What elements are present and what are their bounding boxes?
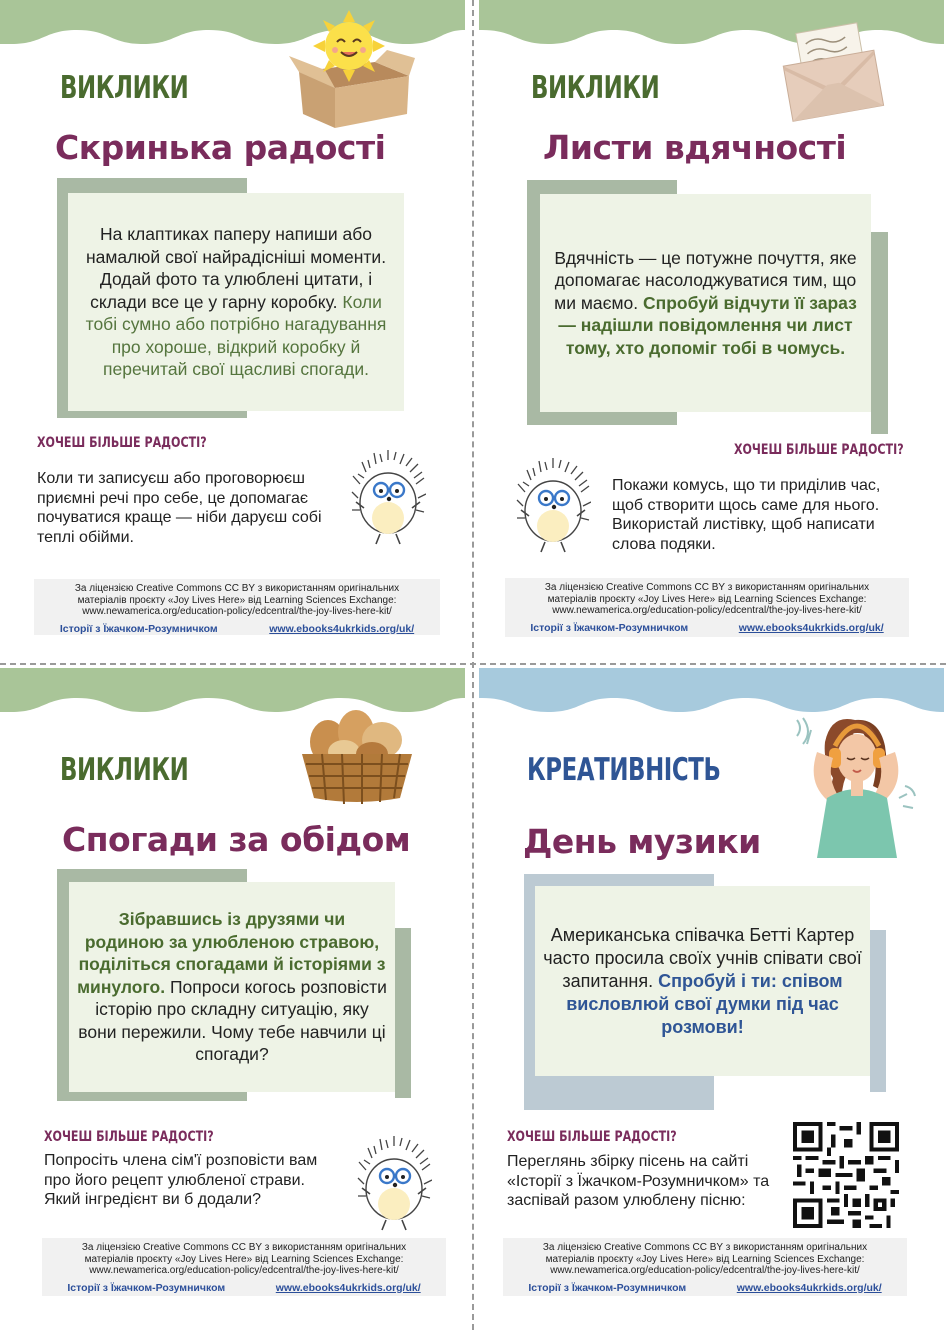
license-line: За ліцензією Creative Commons CC BY з використанням оригінальних: [74, 583, 400, 594]
project-name: Історії з Їжачком-Розумничком: [59, 622, 218, 635]
card-lunch-memories: [0, 668, 465, 1330]
text-box-shadow: [395, 928, 411, 1098]
text-box-shadow: [871, 232, 888, 434]
license-line: За ліцензією Creative Commons CC BY з використанням оригінальних: [542, 1242, 868, 1253]
license-line: матеріалів проєкту «Joy Lives Here» від Learning Sciences Exchange:: [545, 1253, 865, 1265]
more-joy-text: Коли ти записуєш або проговорюєш приємні речі про себе, це допомагає почуватися краще — ніби даруєш собі теплі обійми.: [37, 470, 322, 546]
project-name: Історії з Їжачком-Розумничком: [528, 1281, 687, 1294]
site-link[interactable]: www.ebooks4ukrkids.org/uk/: [269, 622, 415, 635]
hedgehog-mascot-icon: [515, 456, 591, 556]
horizontal-cut-line: [0, 663, 946, 665]
license-line: матеріалів проєкту «Joy Lives Here» від Learning Sciences Exchange:: [77, 594, 397, 606]
site-link[interactable]: www.ebooks4ukrkids.org/uk/: [738, 621, 884, 634]
more-joy-text: Попросіть члена сім'ї розповісти вам про його рецепт улюбленої страви. Який інгредієнт ви б додали?: [44, 1152, 318, 1208]
card-title: Листи вдячності: [543, 128, 847, 167]
description-highlight: Зібравшись із друзями чи родиною за улюбленою стравою, поділіться спогадами й історіями з минулого.: [77, 909, 386, 997]
vertical-cut-line: [472, 0, 474, 1330]
description-highlight: Спробуй відчути її зараз — надішли повідомлення чи лист тому, хто допоміг тобі в чомусь.: [558, 292, 857, 358]
description-text: Вдячність — це потужне почуття, яке допомагає насолоджуватися тим, що ми маємо.: [554, 247, 857, 313]
description-box: [68, 193, 404, 411]
project-name: Історії з Їжачком-Розумничком: [67, 1281, 226, 1294]
license-line: матеріалів проєкту «Joy Lives Here» від Learning Sciences Exchange:: [84, 1253, 404, 1265]
more-joy-heading: ХОЧЕШ БІЛЬШЕ РАДОСТІ?: [44, 1129, 214, 1145]
hedgehog-mascot-icon: [356, 1134, 432, 1234]
qr-code-icon[interactable]: [793, 1122, 899, 1228]
description-box: [69, 882, 395, 1092]
license-line: матеріалів проєкту «Joy Lives Here» від Learning Sciences Exchange:: [547, 593, 867, 605]
card-category: ВИКЛИКИ: [60, 752, 189, 788]
project-name: Історії з Їжачком-Розумничком: [530, 621, 689, 634]
description-text: Попроси когось розповісти історію про складну ситуацію, яку вони пережили. Чому тебе навчили ці спогади?: [78, 976, 387, 1065]
more-joy-text: Переглянь збірку пісень на сайті «Історії з Їжачком-Розумничком» та заспівай разом улюблену пісню:: [507, 1153, 770, 1209]
text-box-shadow: [870, 930, 886, 1092]
bread-basket-icon: [298, 706, 416, 806]
card-title: Скринька радості: [55, 128, 386, 167]
description-box: [535, 886, 870, 1076]
card-music-day: [479, 668, 944, 1330]
card-category: КРЕАТИВНІСТЬ: [527, 752, 721, 788]
description-text: На клаптиках паперу напиши або намалюй свої найрадісніші моменти. Додай фото та улюблені цитати, і склади все це у гарну коробку.: [85, 224, 387, 312]
site-link[interactable]: www.ebooks4ukrkids.org/uk/: [736, 1281, 882, 1294]
description-box: [540, 194, 871, 412]
card-joy-box: [0, 0, 465, 662]
hedgehog-mascot-icon: [350, 448, 426, 548]
description-text: Американська співачка Бетті Картер часто просила своїх учнів співати свої запитання.: [543, 924, 862, 991]
license-line: За ліцензією Creative Commons CC BY з використанням оригінальних: [544, 582, 870, 593]
card-category: ВИКЛИКИ: [531, 70, 660, 106]
card-gratitude-letters: [479, 0, 944, 662]
card-title: День музики: [523, 822, 761, 861]
description-highlight: Спробуй і ти: співом висловлюй свої думки під час розмови!: [566, 970, 843, 1037]
more-joy-text: Покажи комусь, що ти приділив час, щоб створити щось саме для нього. Використай листівку, щоб написати слова подяки.: [612, 477, 881, 553]
envelope-letter-icon: [775, 22, 887, 122]
license-url[interactable]: www.newamerica.org/education-policy/edcentral/the-joy-lives-here-kit/: [82, 606, 392, 617]
description-highlight: Коли тобі сумно або потрібно нагадування про хороше, відкрий коробку й перечитай свої щасливі спогади.: [85, 291, 387, 380]
sun-in-box-icon: [285, 10, 417, 130]
more-joy-heading: ХОЧЕШ БІЛЬШЕ РАДОСТІ?: [37, 435, 207, 451]
girl-with-headphones-icon: [791, 686, 923, 858]
license-url[interactable]: www.newamerica.org/education-policy/edcentral/the-joy-lives-here-kit/: [550, 1265, 860, 1276]
more-joy-heading: ХОЧЕШ БІЛЬШЕ РАДОСТІ?: [507, 1129, 677, 1145]
more-joy-heading: ХОЧЕШ БІЛЬШЕ РАДОСТІ?: [734, 442, 904, 458]
card-title: Спогади за обідом: [62, 820, 411, 859]
site-link[interactable]: www.ebooks4ukrkids.org/uk/: [275, 1281, 421, 1294]
license-box: [505, 578, 909, 637]
license-line: За ліцензією Creative Commons CC BY з використанням оригінальних: [81, 1242, 407, 1253]
license-box: [503, 1238, 907, 1296]
license-box: [34, 579, 440, 635]
license-box: [42, 1238, 446, 1296]
license-url[interactable]: www.newamerica.org/education-policy/edcentral/the-joy-lives-here-kit/: [89, 1265, 399, 1276]
license-url[interactable]: www.newamerica.org/education-policy/edcentral/the-joy-lives-here-kit/: [552, 605, 862, 616]
card-category: ВИКЛИКИ: [60, 70, 189, 106]
